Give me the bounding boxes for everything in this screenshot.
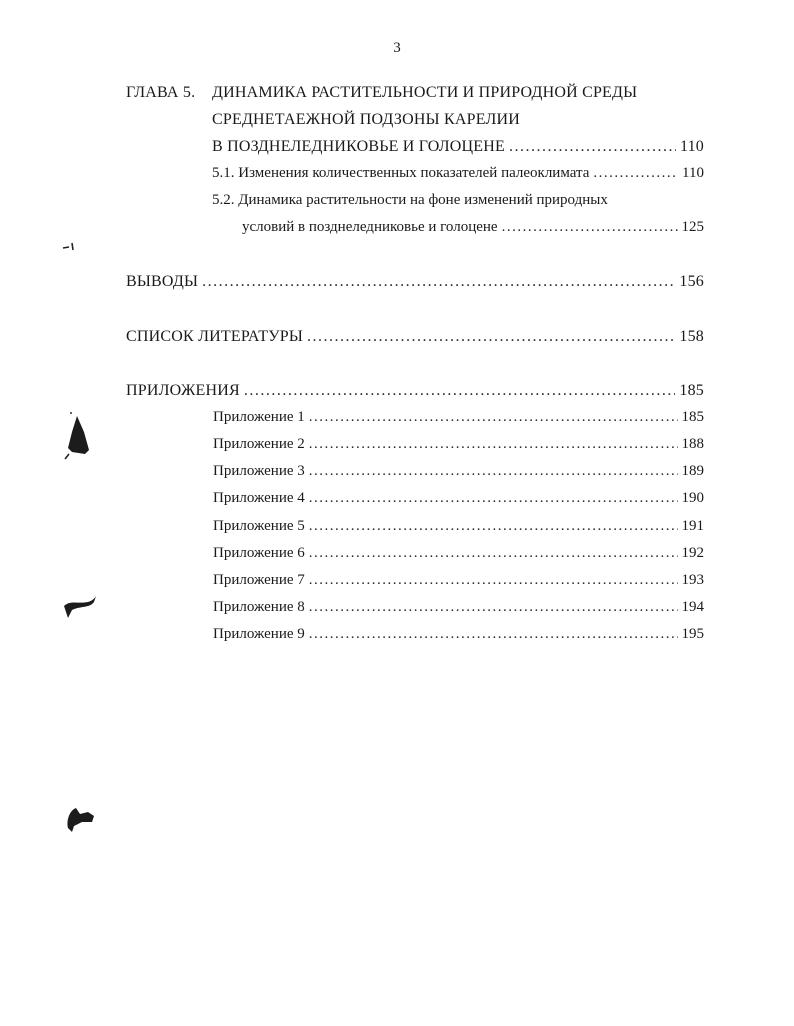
dot-leader xyxy=(309,599,678,616)
toc-entry-appendix[interactable] xyxy=(213,463,704,480)
toc-entry-page: 110 xyxy=(682,165,704,181)
dot-leader xyxy=(309,463,678,480)
toc-entry-appendix[interactable] xyxy=(213,572,704,589)
toc-entry-label: условий в позднеледниковье и голоцене xyxy=(242,219,498,235)
dot-leader xyxy=(309,626,678,643)
toc-entry-label: Приложение 8 xyxy=(213,599,305,615)
dot-leader xyxy=(244,382,675,400)
toc-entry-page: 189 xyxy=(681,463,704,479)
page-number: 3 xyxy=(393,40,401,56)
dot-leader xyxy=(309,436,678,453)
toc-entry-page: 188 xyxy=(681,436,704,452)
toc-entry-appendix[interactable] xyxy=(213,436,704,453)
toc-entry-page: 125 xyxy=(681,219,704,235)
toc-entry-page: 190 xyxy=(681,490,704,506)
toc-entry-label: Приложение 3 xyxy=(213,463,305,479)
toc-entry-label: Приложение 7 xyxy=(213,572,305,588)
dot-leader xyxy=(309,490,678,507)
toc-entry-page: 195 xyxy=(681,626,704,642)
toc-entry-page: 185 xyxy=(681,409,704,425)
toc-entry-page: 193 xyxy=(681,572,704,588)
toc-entry-appendices[interactable] xyxy=(126,382,704,400)
toc-entry-label: Приложение 5 xyxy=(213,518,305,534)
dot-leader xyxy=(202,273,675,291)
toc-entry-section-5-2[interactable] xyxy=(242,219,704,236)
toc-entry-label: 5.1. Изменения количественных показателей палеоклимата xyxy=(212,165,590,181)
scan-artifact xyxy=(60,238,80,254)
toc-entry-label: ПРИЛОЖЕНИЯ xyxy=(126,382,240,399)
toc-entry-page: 158 xyxy=(679,328,704,345)
dot-leader xyxy=(502,219,678,236)
toc-entry-page: 185 xyxy=(679,382,704,399)
toc-entry-appendix[interactable] xyxy=(213,599,704,616)
toc-entry-label: ВЫВОДЫ xyxy=(126,273,199,290)
toc-entry-appendix[interactable] xyxy=(213,490,704,507)
dot-leader xyxy=(309,409,678,426)
scan-artifact xyxy=(62,800,98,836)
chapter-5-title-line-2: СРЕДНЕТАЕЖНОЙ ПОДЗОНЫ КАРЕЛИИ xyxy=(212,111,521,128)
dot-leader xyxy=(309,572,678,589)
toc-entry-page: 194 xyxy=(681,599,704,615)
dot-leader xyxy=(309,545,678,562)
chapter-5-title-line-1: ДИНАМИКА РАСТИТЕЛЬНОСТИ И ПРИРОДНОЙ СРЕДЫ xyxy=(212,84,638,101)
toc-entry-appendix[interactable] xyxy=(213,545,704,562)
toc-entry-appendix[interactable] xyxy=(213,409,704,426)
toc-entry-label: Приложение 1 xyxy=(213,409,305,425)
toc-entry-appendix[interactable] xyxy=(213,518,704,535)
toc-entry-section-5-1[interactable] xyxy=(212,165,704,182)
dot-leader xyxy=(509,138,676,156)
toc-entry-page: 156 xyxy=(679,273,704,290)
toc-entry-references[interactable] xyxy=(126,328,704,346)
scan-artifact xyxy=(60,410,94,460)
toc-entry-conclusions[interactable] xyxy=(126,273,704,291)
toc-entry-label: СПИСОК ЛИТЕРАТУРЫ xyxy=(126,328,303,345)
dot-leader xyxy=(309,518,678,535)
toc-entry-label: В ПОЗДНЕЛЕДНИКОВЬЕ И ГОЛОЦЕНЕ xyxy=(212,138,505,155)
dot-leader xyxy=(307,328,675,346)
scan-artifact xyxy=(60,592,100,622)
dot-leader xyxy=(593,165,678,182)
toc-entry-page: 110 xyxy=(679,138,704,155)
chapter-5-label: ГЛАВА 5. xyxy=(126,84,196,101)
toc-entry-label: Приложение 9 xyxy=(213,626,305,642)
toc-entry-page: 192 xyxy=(681,545,704,561)
toc-entry-section-5-2-line-1: 5.2. Динамика растительности на фоне изменений природных xyxy=(212,192,608,208)
toc-entry-label: Приложение 6 xyxy=(213,545,305,561)
toc-entry-page: 191 xyxy=(681,518,704,534)
toc-entry-appendix[interactable] xyxy=(213,626,704,643)
toc-entry-label: Приложение 4 xyxy=(213,490,305,506)
toc-entry-label: Приложение 2 xyxy=(213,436,305,452)
toc-entry-chapter-5[interactable] xyxy=(212,138,704,156)
